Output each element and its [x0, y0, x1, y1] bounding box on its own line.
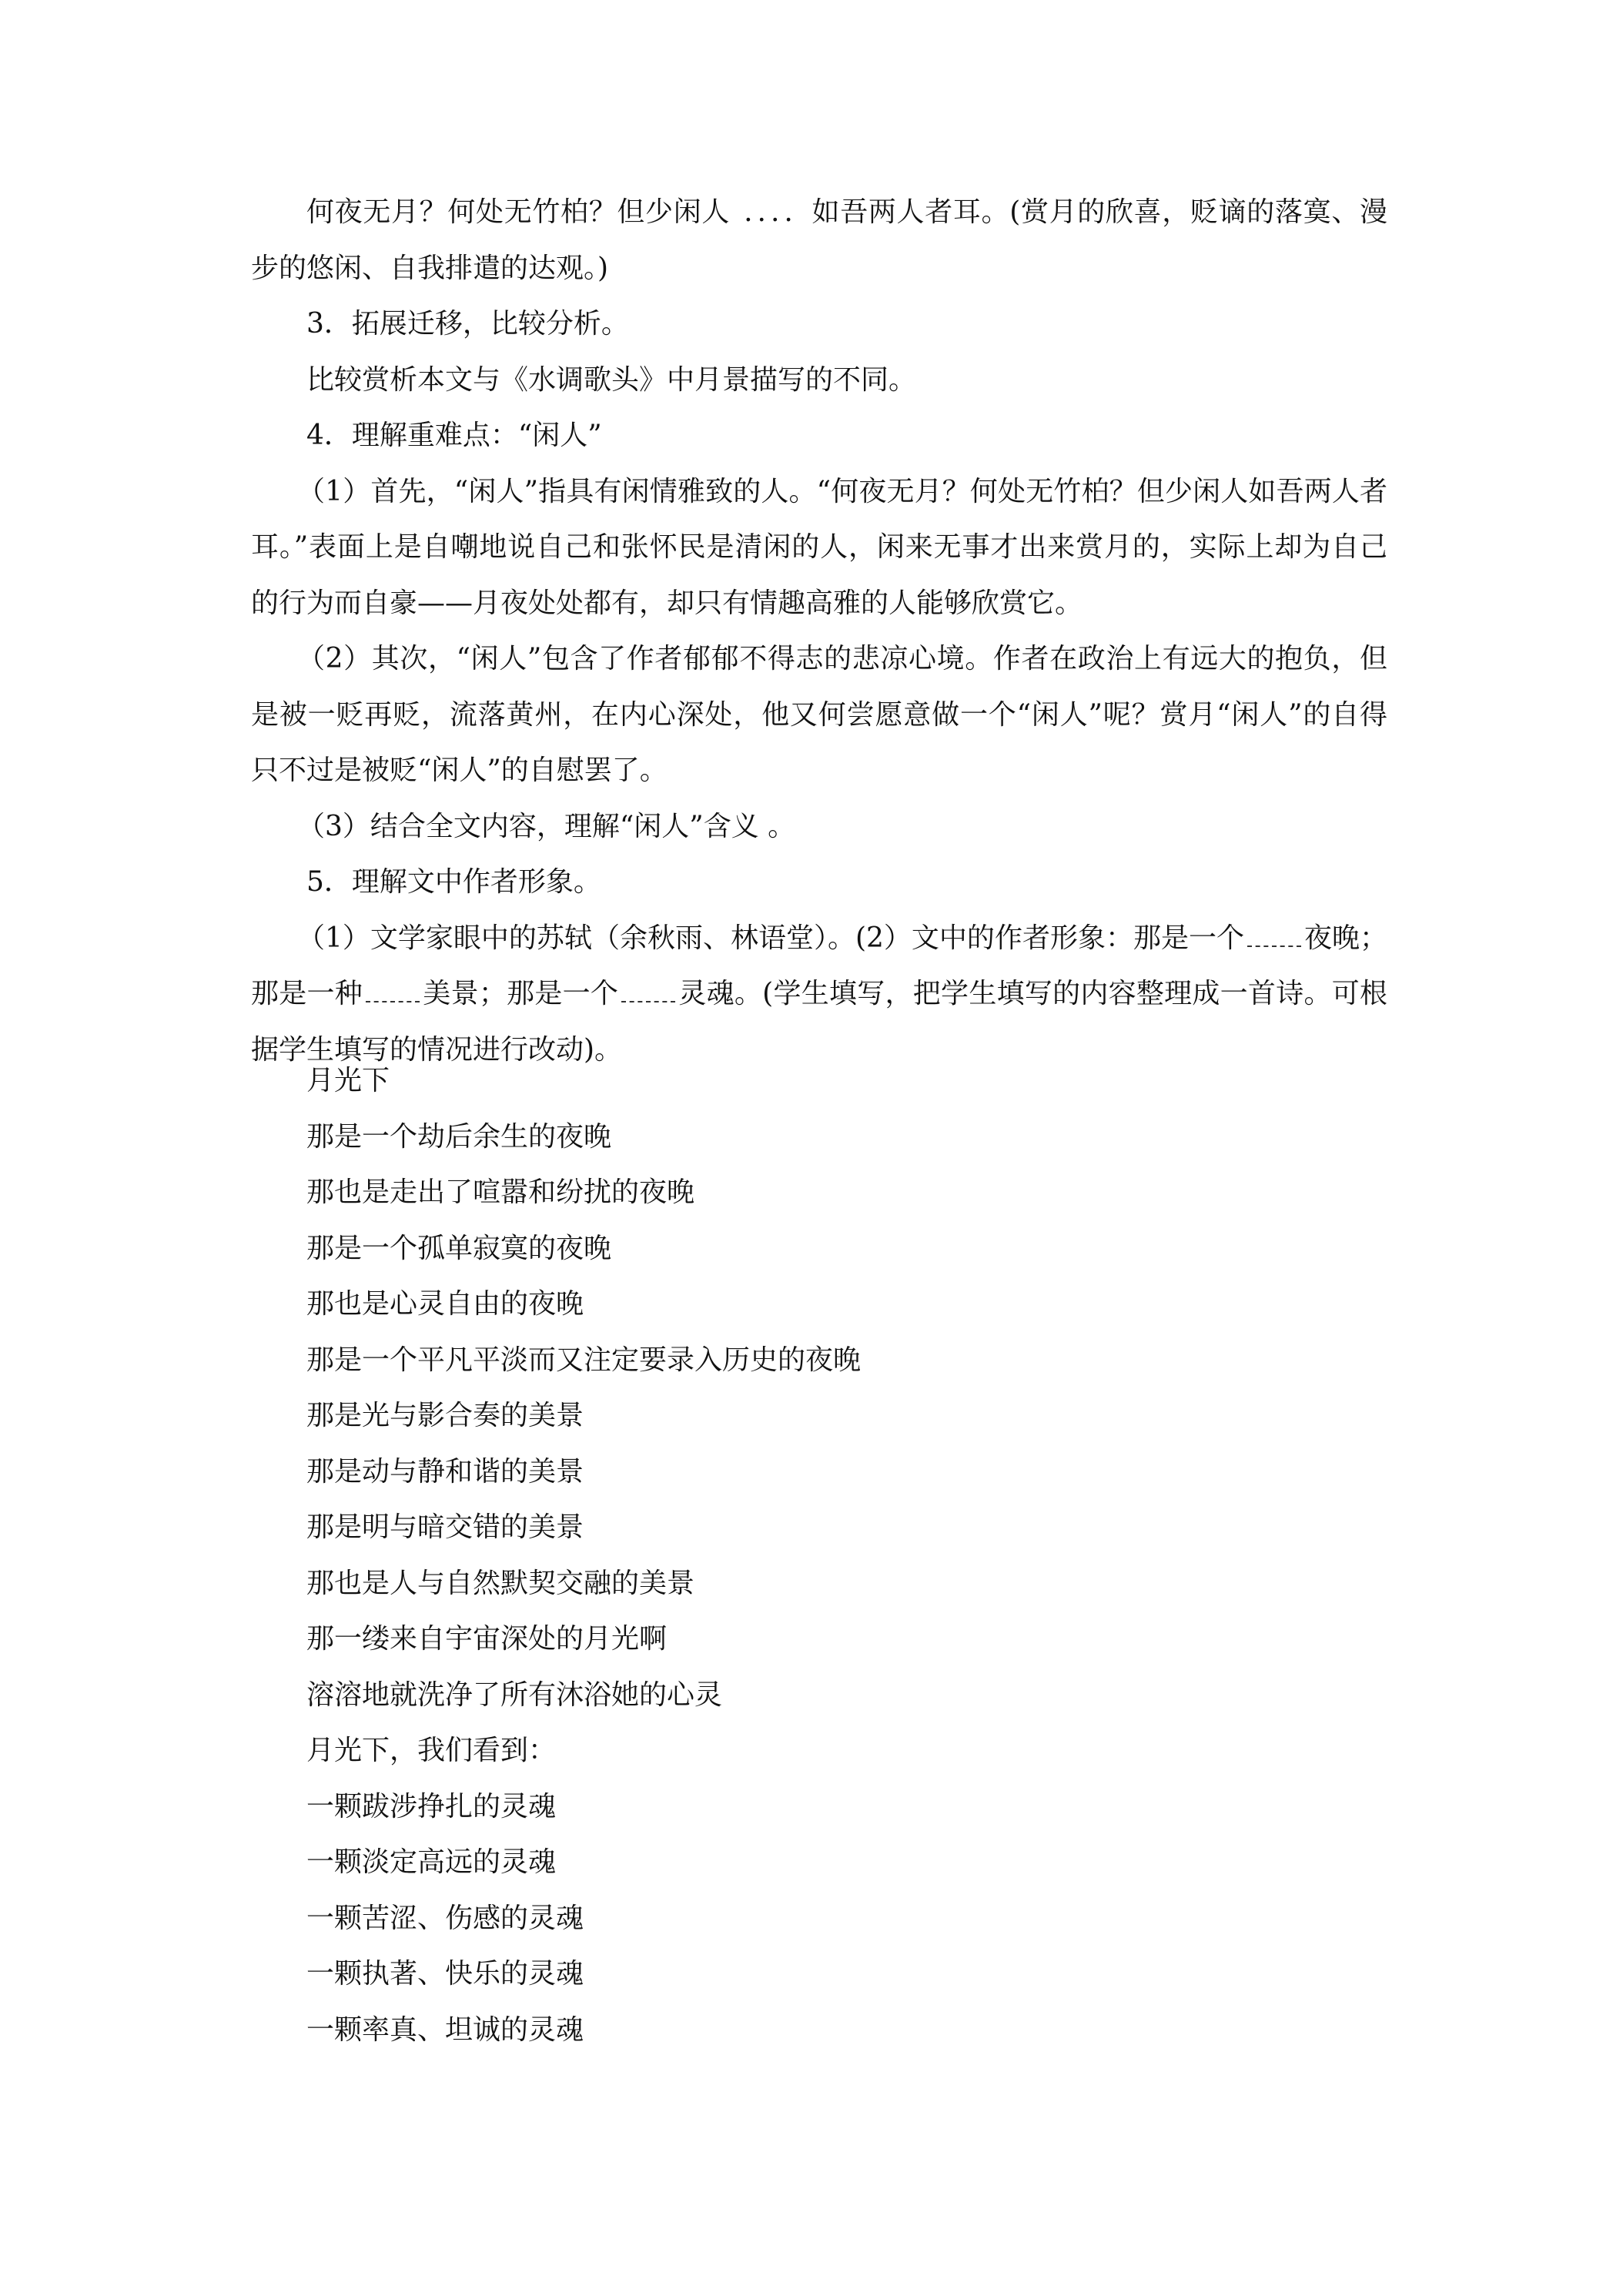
poem-line: 月光下 [306, 1065, 390, 1096]
section4-item-2: （2）其次，“闲人”包含了作者郁郁不得志的悲凉心境。作者在政治上有远大的抱负，但是被一贬再贬，流落黄州，在内心深处，他又何尝愿意做一个“闲人”呢？赏月“闲人”的自得只不过是被贬“闲人”的自慰罢了。 [251, 643, 1387, 786]
section5-heading: 5．理解文中作者形象。 [306, 866, 601, 898]
poem-line: 月光下，我们看到： [306, 1735, 557, 1766]
poem-line: 一颗率真、坦诚的灵魂 [306, 2013, 584, 2046]
poem-line: 那也是人与自然默契交融的美景 [306, 1567, 695, 1599]
poem-line: 那也是心灵自由的夜晚 [306, 1288, 584, 1320]
poem-line: 那是一个孤单寂寞的夜晚 [306, 1232, 612, 1264]
poem-line: 那是一个平凡平淡而又注定要录入历史的夜晚 [306, 1344, 862, 1376]
section4-item-1: （1）首先，“闲人”指具有闲情雅致的人。“何夜无月？何处无竹柏？但少闲人如吾两人者耳。”表面上是自嘲地说自己和张怀民是清闲的人，闲来无事才出来赏月的，实际上却为自己的行为而自豪——月夜处处都有，却只有情趣高雅的人能够欣赏它。 [251, 475, 1387, 619]
quote-ellipsis: .... [744, 196, 798, 228]
fill-blank-1 [1247, 922, 1301, 947]
section5-part-4: 灵魂。(学生填写，把学生填写的内容整理成一首诗。可根据学生填写的情况进行改动)。 [251, 978, 1387, 1066]
section3-body: 比较赏析本文与《水调歌头》中月景描写的不同。 [306, 363, 917, 396]
section3-heading: 3．拓展迁移，比较分析。 [306, 308, 629, 340]
poem-line: 那是一个劫后余生的夜晚 [306, 1120, 612, 1153]
fill-blank-3 [621, 978, 675, 1002]
section5-part-1: （1）文学家眼中的苏轼（余秋雨、林语堂）。(2）文中的作者形象：那是一个 [297, 922, 1244, 954]
poem-line: 那是动与静和谐的美景 [306, 1455, 584, 1488]
quote-text-after: 如吾两人者耳。(赏月的欣喜，贬谪的落寞、漫步的悠闲、自我排遣的达观。) [251, 196, 1387, 284]
poem-line: 一颗淡定高远的灵魂 [306, 1846, 557, 1878]
fill-blank-2 [366, 978, 420, 1002]
section5-part-3: 美景；那是一个 [423, 978, 619, 1009]
section5-part-2: 夜晚；那是一种 [251, 922, 1387, 1009]
poem-line: 那也是走出了喧嚣和纷扰的夜晚 [306, 1176, 695, 1208]
poem-line: 一颗苦涩、伤感的灵魂 [306, 1902, 584, 1934]
poem-line: 溶溶地就洗净了所有沐浴她的心灵 [306, 1678, 723, 1711]
poem-line: 那一缕来自宇宙深处的月光啊 [306, 1623, 668, 1655]
poem-line: 一颗执著、快乐的灵魂 [306, 1958, 584, 1990]
section5-item [251, 911, 1387, 1079]
quote-text-before: 何夜无月？何处无竹柏？但少闲人 [306, 196, 731, 228]
poem-line: 那是光与影合奏的美景 [306, 1400, 584, 1431]
poem-line: 那是明与暗交错的美景 [306, 1511, 584, 1543]
poem-line: 一颗跋涉挣扎的灵魂 [306, 1790, 557, 1822]
paragraph-quote [251, 185, 1387, 296]
section4-item-3: （3）结合全文内容，理解“闲人”含义 。 [297, 810, 796, 842]
document-body [251, 185, 1387, 1078]
section4-heading: 4．理解重难点：“闲人” [306, 420, 602, 451]
